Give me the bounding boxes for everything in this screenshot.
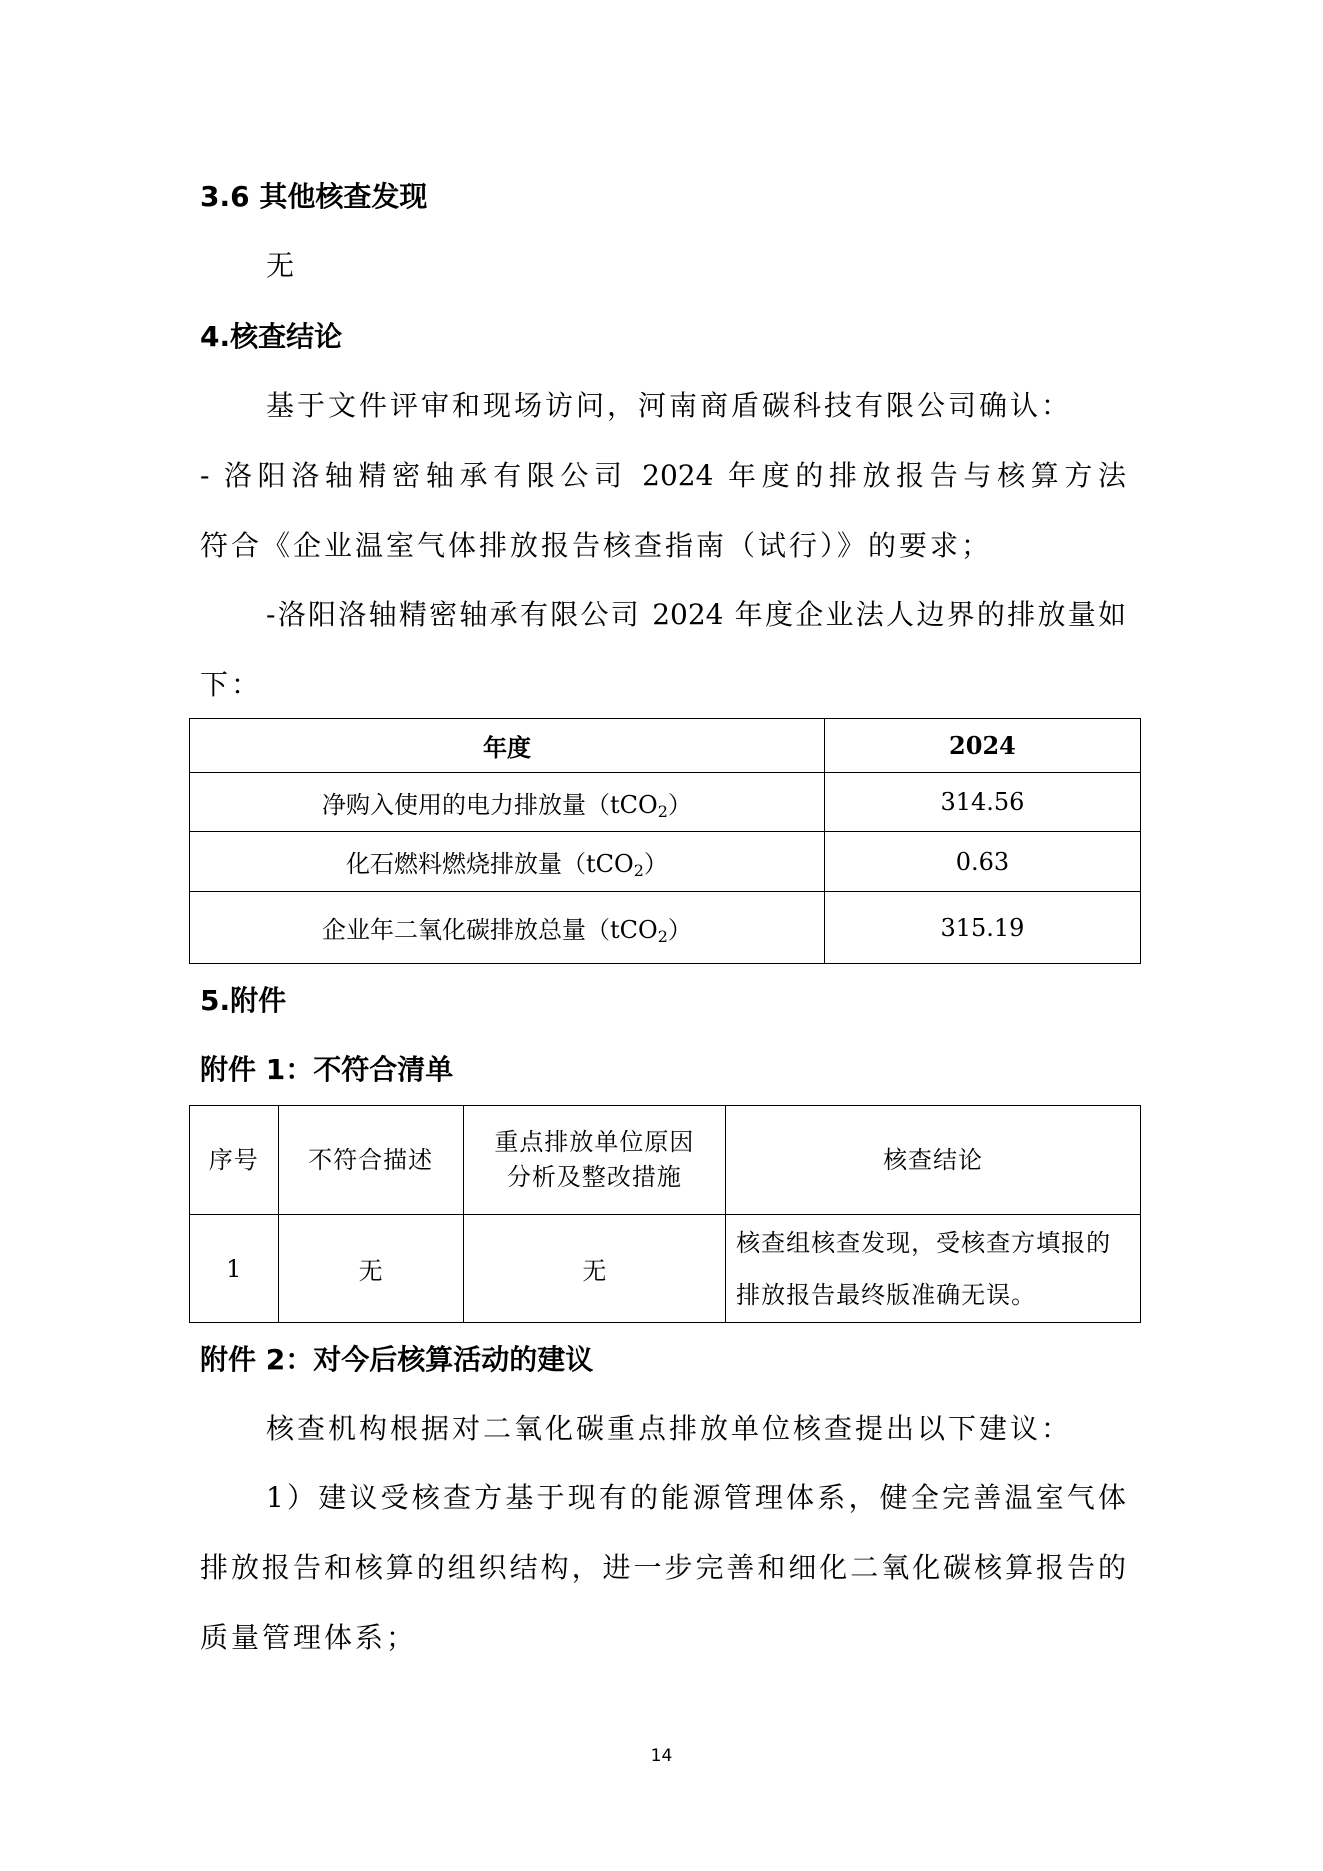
conclusion-bullet-1-line-2: 符合《企业温室气体排放报告核查指南（试行）》的要求； [200, 529, 993, 562]
header-conclusion: 核查结论 [726, 1106, 1141, 1215]
table-row [190, 773, 1141, 832]
page-number: 14 [650, 1746, 673, 1766]
table-row [190, 832, 1141, 892]
conclusion-bullet-1-line-1: - 洛阳洛轴精密轴承有限公司 2024 年度的排放报告与核算方法 [200, 459, 1126, 492]
conclusion-bullet-2-line-2: 下： [200, 668, 263, 701]
attachment-1-heading: 附件 1：不符合清单 [200, 1053, 454, 1086]
section-5-heading: 5.附件 [200, 984, 287, 1017]
table-header-row [190, 719, 1141, 773]
suggestion-1-line-1: 1）建议受核查方基于现有的能源管理体系，健全完善温室气体 [266, 1481, 1126, 1514]
row-value: 0.63 [824, 832, 1140, 892]
header-year-value: 2024 [824, 719, 1140, 773]
row-analysis: 无 [463, 1215, 726, 1323]
section-3-6-text: 无 [266, 249, 295, 282]
header-year-label: 年度 [190, 719, 825, 773]
section-3-6-heading: 3.6 其他核查发现 [200, 180, 428, 213]
row-label: 净购入使用的电力排放量（tCO$_2$） [190, 773, 825, 832]
table-header-row [190, 1106, 1141, 1215]
row-label: 企业年二氧化碳排放总量（tCO$_2$） [190, 892, 825, 964]
section-4-heading: 4.核查结论 [200, 320, 343, 353]
suggestions-intro: 核查机构根据对二氧化碳重点排放单位核查提出以下建议： [266, 1412, 1073, 1445]
suggestion-1-line-2: 排放报告和核算的组织结构，进一步完善和细化二氧化碳核算报告的 [200, 1551, 1126, 1584]
row-conclusion: 核查组核查发现，受核查方填报的 排放报告最终版准确无误。 [726, 1215, 1141, 1323]
emission-table [189, 718, 1141, 964]
table-row [190, 892, 1141, 964]
row-description: 无 [278, 1215, 463, 1323]
header-description: 不符合描述 [278, 1106, 463, 1215]
row-value: 314.56 [824, 773, 1140, 832]
conclusion-bullet-2-line-1: -洛阳洛轴精密轴承有限公司 2024 年度企业法人边界的排放量如 [266, 598, 1126, 631]
attachment-2-heading: 附件 2：对今后核算活动的建议 [200, 1343, 594, 1376]
row-number: 1 [190, 1215, 279, 1323]
suggestion-1-line-3: 质量管理体系； [200, 1621, 418, 1654]
nonconformity-table [189, 1105, 1141, 1323]
row-value: 315.19 [824, 892, 1140, 964]
table-row [190, 1215, 1141, 1323]
header-number: 序号 [190, 1106, 279, 1215]
conclusion-intro: 基于文件评审和现场访问，河南商盾碳科技有限公司确认： [266, 389, 1073, 422]
row-label: 化石燃料燃烧排放量（tCO$_2$） [190, 832, 825, 892]
header-analysis: 重点排放单位原因 分析及整改措施 [463, 1106, 726, 1215]
